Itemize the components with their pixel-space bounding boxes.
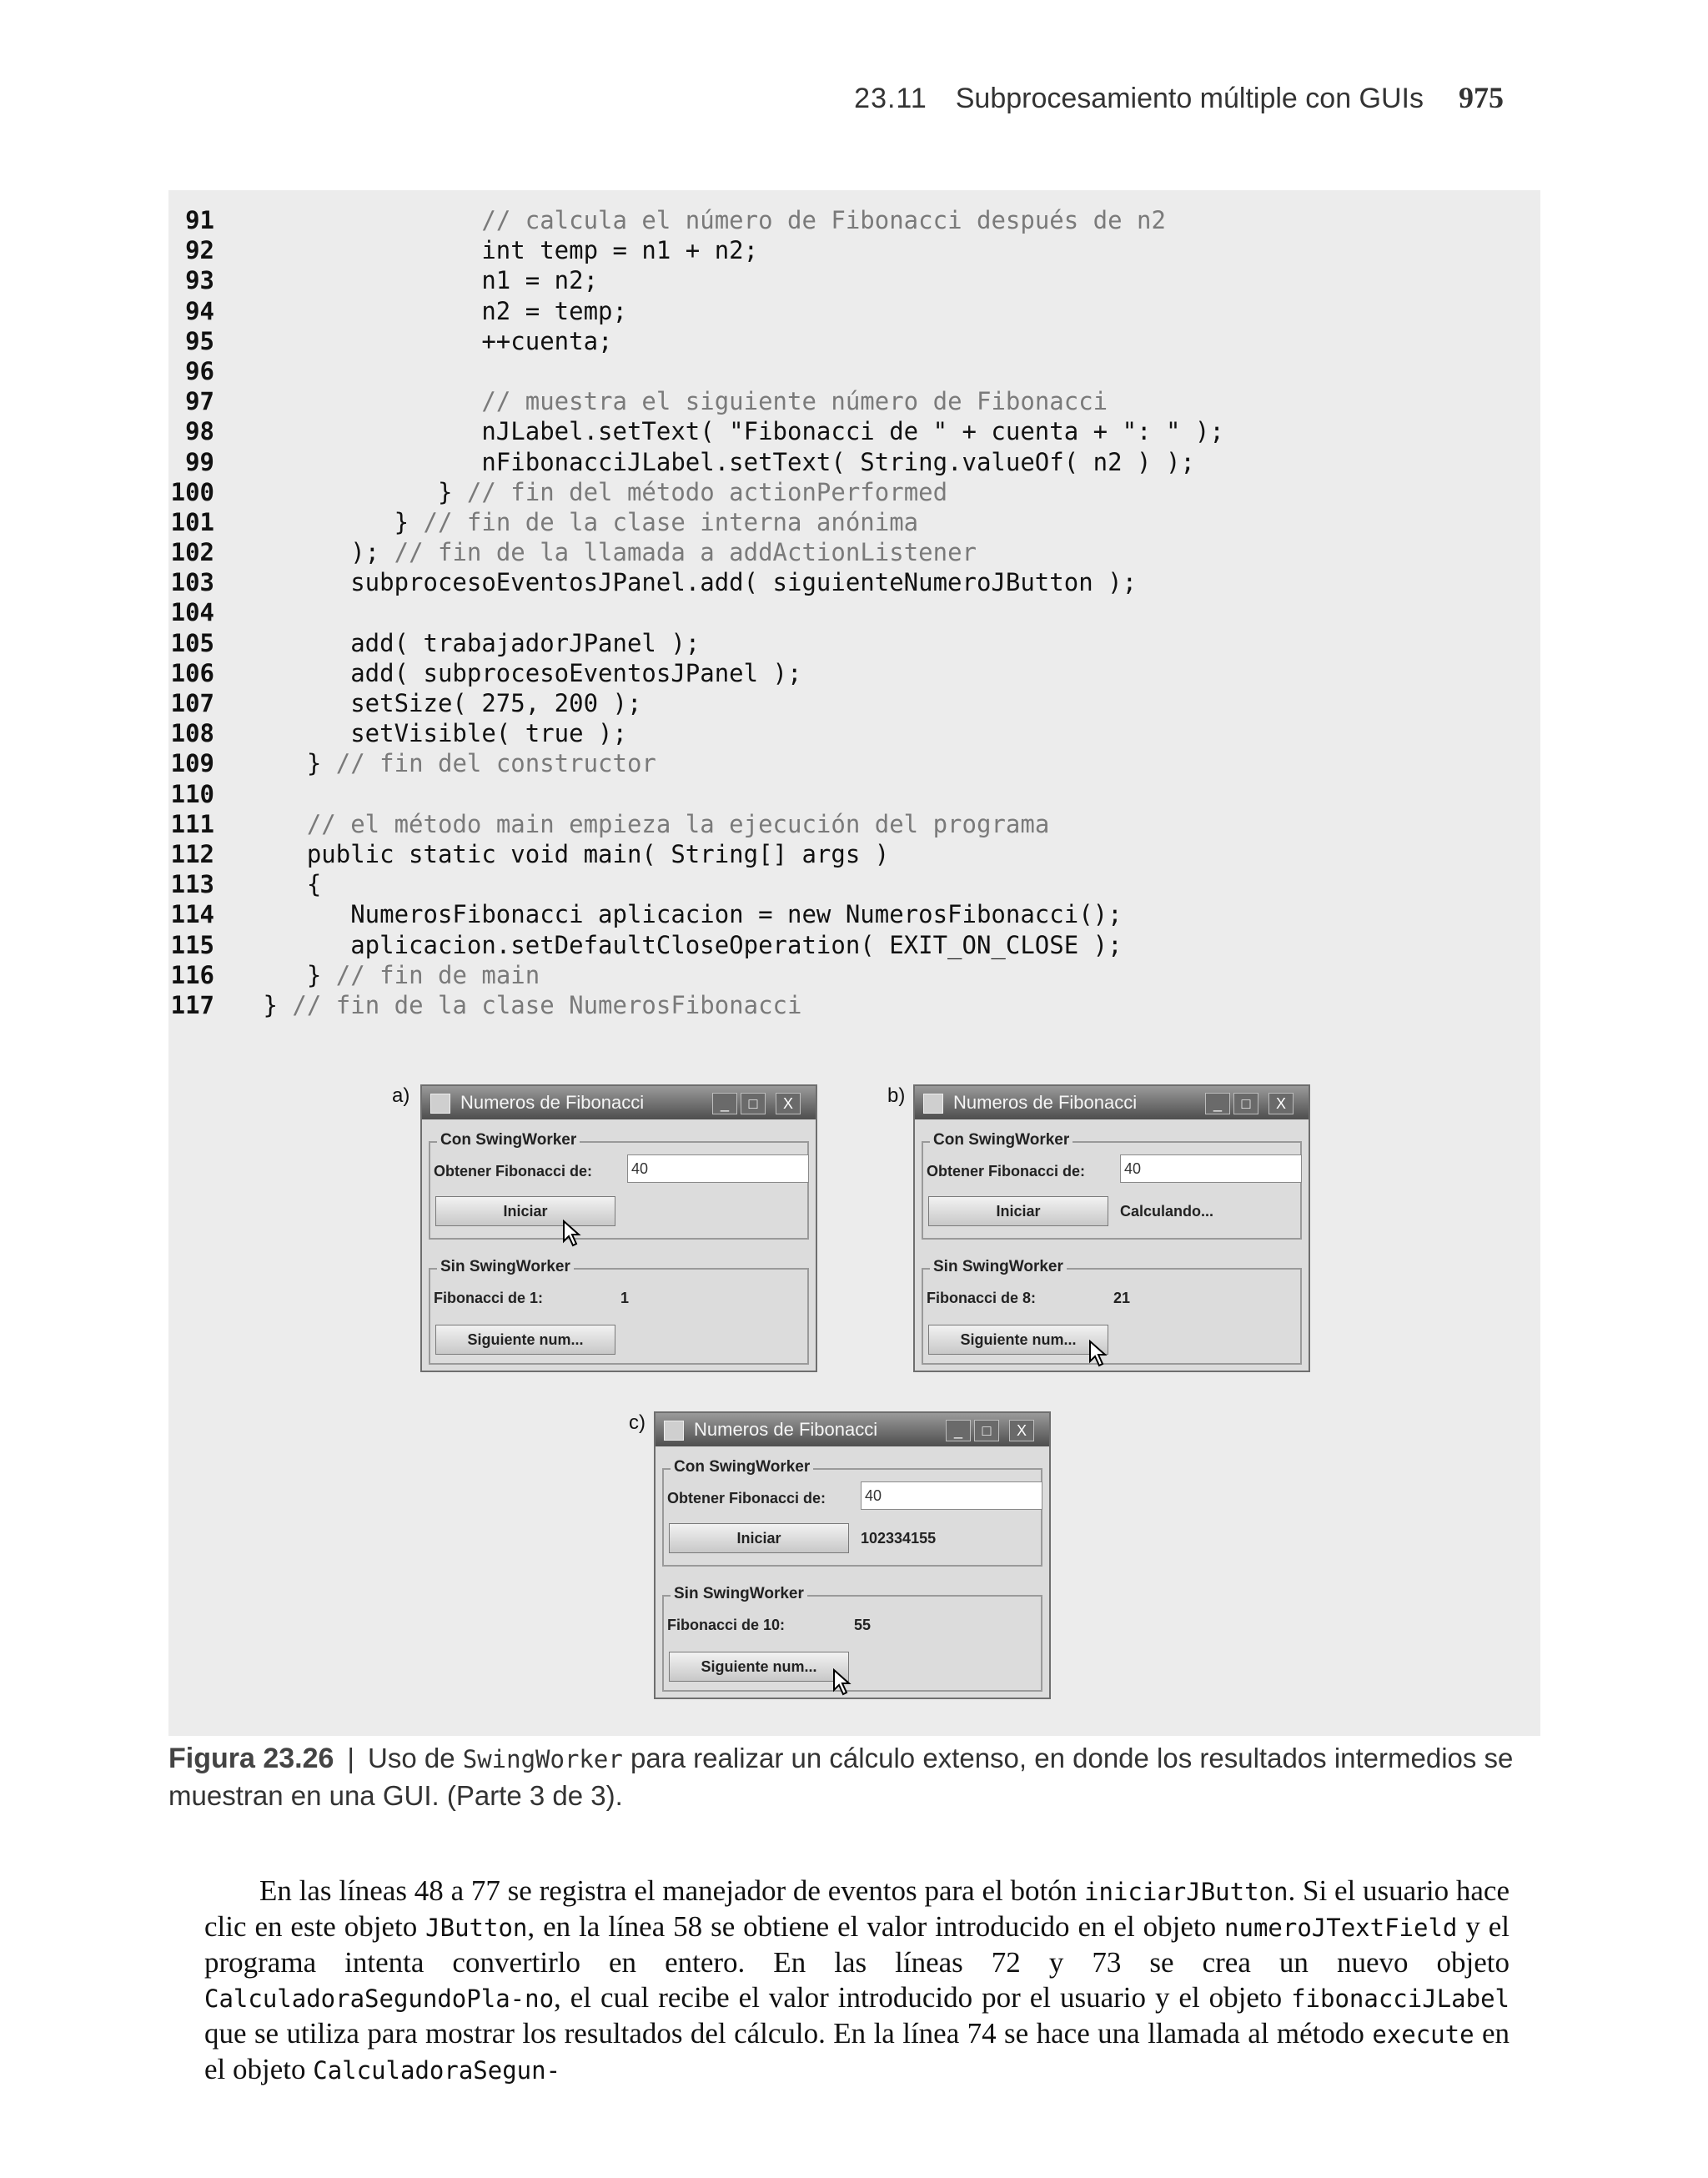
fibonacci-value: 55	[854, 1617, 872, 1633]
paragraph-text	[204, 1874, 1510, 2088]
number-input[interactable]: 40	[1120, 1154, 1302, 1183]
caption-separator: |	[347, 1743, 354, 1773]
line-number: 98	[185, 417, 214, 446]
code-line	[168, 537, 1540, 567]
code-line	[168, 779, 1540, 809]
code-line	[168, 839, 1540, 869]
inline-code: execute	[1372, 2020, 1474, 2049]
code-line	[168, 930, 1540, 960]
code-line	[168, 597, 1540, 627]
code-line	[168, 296, 1540, 326]
code-text: public static void main( String[] args )	[249, 839, 890, 868]
code-line	[168, 899, 1540, 929]
paragraph-segment: que se utiliza para mostrar los resultados del cálculo. En la línea 74 se hace una llamada al método	[204, 2017, 1373, 2050]
start-button[interactable]: Iniciar	[928, 1196, 1108, 1226]
panel-title: Sin SwingWorker	[930, 1258, 1067, 1276]
line-number: 107	[170, 689, 214, 717]
paragraph-segment: , en la línea 58 se obtiene el valor introducido en el objeto	[527, 1910, 1225, 1943]
start-button[interactable]: Iniciar	[669, 1523, 849, 1553]
code-line	[168, 688, 1540, 718]
code-line	[168, 809, 1540, 839]
window-title: Numeros de Fibonacci	[953, 1092, 1138, 1113]
code-line	[168, 567, 1540, 597]
panel-title: Sin SwingWorker	[437, 1258, 574, 1276]
window-a	[420, 1084, 817, 1372]
line-number: 96	[185, 356, 214, 385]
window-titlebar	[422, 1086, 816, 1119]
paragraph-segment: . Si el usuario hace clic en este objeto	[204, 1874, 1510, 1943]
panel-title: Sin SwingWorker	[671, 1585, 807, 1603]
mouse-cursor-icon	[1088, 1340, 1108, 1368]
caption-text-post: para realizar un cálculo extenso, en donde los resultados intermedios se muestran en una GUI. (Parte 3 de 3).	[168, 1743, 1514, 1811]
fibonacci-value: 1	[620, 1290, 630, 1306]
code-line	[168, 748, 1540, 778]
line-number: 113	[170, 870, 214, 899]
line-number: 100	[170, 477, 214, 506]
paragraph-segment: en el objeto	[204, 2017, 1510, 2085]
fibonacci-value: 21	[1113, 1290, 1131, 1306]
section-number: 23.11	[854, 83, 927, 114]
line-number: 97	[185, 387, 214, 416]
line-number: 112	[170, 839, 214, 868]
code-line	[168, 960, 1540, 990]
swingworker-panel	[662, 1458, 1042, 1567]
code-text: nFibonacciJLabel.setText( String.valueOf( n2 ) );	[249, 447, 1195, 476]
mouse-cursor-icon	[832, 1668, 852, 1697]
code-line	[168, 447, 1540, 477]
code-line	[168, 205, 1540, 235]
code-text: } // fin del constructor	[249, 749, 656, 778]
code-text: setVisible( true );	[249, 719, 627, 748]
swingworker-panel	[922, 1131, 1302, 1240]
maximize-icon[interactable]: □	[741, 1093, 766, 1114]
code-listing	[168, 205, 1540, 1020]
code-line	[168, 477, 1540, 507]
code-text: aplicacion.setDefaultCloseOperation( EXIT_ON_CLOSE );	[249, 930, 1123, 959]
window-b	[913, 1084, 1310, 1372]
code-line	[168, 628, 1540, 658]
line-number: 115	[170, 930, 214, 959]
code-line	[168, 416, 1540, 446]
page-number: 975	[1459, 81, 1504, 114]
paragraph-segment: En las líneas 48 a 77 se registra el manejador de eventos para el botón	[259, 1874, 1085, 1907]
line-number: 104	[170, 598, 214, 627]
code-line	[168, 990, 1540, 1020]
number-input[interactable]: 40	[627, 1154, 809, 1183]
panel-title: Con SwingWorker	[930, 1131, 1073, 1149]
inline-code: CalculadoraSegun-	[313, 2056, 561, 2085]
result-label: Calculando...	[1120, 1203, 1214, 1220]
body-paragraph	[204, 1874, 1510, 2088]
line-number: 114	[170, 900, 214, 929]
section-title: Subprocesamiento múltiple con GUIs	[955, 83, 1424, 114]
result-label: 102334155	[861, 1530, 937, 1547]
code-text: add( trabajadorJPanel );	[249, 628, 701, 657]
fibonacci-label: Fibonacci de 8:	[927, 1290, 1037, 1306]
line-number: 95	[185, 326, 214, 355]
code-line	[168, 718, 1540, 748]
mouse-cursor-icon	[562, 1220, 582, 1248]
code-text: // calcula el número de Fibonacci después de n2	[481, 206, 1166, 234]
window-c	[654, 1411, 1051, 1699]
line-number: 116	[170, 960, 214, 989]
line-number: 111	[170, 809, 214, 838]
line-number: 103	[170, 568, 214, 597]
line-number: 91	[185, 206, 214, 234]
code-text: int temp = n1 + n2;	[249, 236, 759, 265]
start-button[interactable]: Iniciar	[435, 1196, 615, 1226]
figure-caption	[168, 1740, 1540, 1814]
code-text: } // fin de main	[249, 960, 540, 989]
swingworker-panel	[429, 1131, 809, 1240]
line-number: 101	[170, 507, 214, 536]
code-text: n2 = temp;	[249, 296, 627, 325]
code-text: } // fin de la clase interna anónima	[249, 507, 919, 536]
field-label: Obtener Fibonacci de:	[927, 1163, 1086, 1180]
screenshot-b-label: b)	[887, 1084, 906, 1107]
next-number-button[interactable]: Siguiente num...	[669, 1652, 849, 1682]
line-number: 110	[170, 779, 214, 808]
inline-code: fibonacciJLabel	[1291, 1984, 1510, 2013]
no-swingworker-panel	[429, 1258, 809, 1365]
maximize-icon[interactable]: □	[1233, 1093, 1258, 1114]
code-text: n1 = n2;	[249, 266, 599, 295]
code-text: } // fin de la clase NumerosFibonacci	[249, 990, 802, 1019]
close-icon[interactable]: X	[1009, 1420, 1034, 1441]
inline-code: CalculadoraSegundoPla-no	[204, 1984, 555, 2013]
no-swingworker-panel	[662, 1585, 1042, 1692]
field-label: Obtener Fibonacci de:	[434, 1163, 593, 1180]
screenshot-c-label: c)	[629, 1411, 646, 1434]
paragraph-segment: y el programa intenta convertirlo en entero. En las líneas 72 y 73 se crea un nuevo objeto	[204, 1910, 1510, 1979]
code-text: NumerosFibonacci aplicacion = new NumerosFibonacci();	[249, 900, 1123, 929]
close-icon[interactable]: X	[1268, 1093, 1294, 1114]
minimize-icon[interactable]: _	[712, 1093, 737, 1114]
figure-number: Figura 23.26	[168, 1743, 334, 1774]
code-line	[168, 386, 1540, 416]
paragraph-segment: , el cual recibe el valor introducido por el usuario y el objeto	[554, 1981, 1292, 2014]
code-line	[168, 235, 1540, 265]
inline-code: numeroJTextField	[1224, 1914, 1458, 1942]
minimize-icon[interactable]: _	[946, 1420, 971, 1441]
fibonacci-label: Fibonacci de 10:	[667, 1617, 786, 1633]
line-number: 102	[170, 538, 214, 567]
code-text: nJLabel.setText( "Fibonacci de " + cuenta + ": " );	[249, 417, 1224, 446]
next-number-button[interactable]: Siguiente num...	[435, 1325, 615, 1355]
code-text: // el método main empieza la ejecución del programa	[306, 809, 1050, 838]
line-number: 93	[185, 266, 214, 295]
line-number: 92	[185, 236, 214, 265]
window-titlebar	[915, 1086, 1309, 1119]
code-listing-panel	[168, 190, 1540, 1736]
window-title: Numeros de Fibonacci	[694, 1419, 878, 1440]
inline-code: iniciarJButton	[1084, 1878, 1289, 1906]
running-header	[854, 80, 1504, 115]
line-number: 117	[170, 990, 214, 1019]
number-input[interactable]: 40	[861, 1481, 1042, 1510]
code-line	[168, 658, 1540, 688]
java-app-icon	[664, 1421, 684, 1441]
code-line	[168, 507, 1540, 537]
code-text: {	[249, 870, 322, 899]
fibonacci-label: Fibonacci de 1:	[434, 1290, 544, 1306]
code-text: } // fin del método actionPerformed	[249, 477, 948, 506]
code-text: ); // fin de la llamada a addActionListener	[249, 538, 977, 567]
java-app-icon	[923, 1094, 943, 1114]
code-text: ++cuenta;	[249, 326, 613, 355]
next-number-button[interactable]: Siguiente num...	[928, 1325, 1108, 1355]
panel-title: Con SwingWorker	[437, 1131, 580, 1149]
close-icon[interactable]: X	[776, 1093, 801, 1114]
java-app-icon	[430, 1094, 450, 1114]
maximize-icon[interactable]: □	[974, 1420, 999, 1441]
code-text: setSize( 275, 200 );	[249, 689, 642, 717]
code-text: add( subprocesoEventosJPanel );	[249, 658, 802, 687]
inline-code: JButton	[425, 1914, 528, 1942]
window-titlebar	[656, 1413, 1049, 1446]
field-label: Obtener Fibonacci de:	[667, 1490, 826, 1506]
code-line	[168, 356, 1540, 386]
code-line	[168, 869, 1540, 899]
code-line	[168, 326, 1540, 356]
no-swingworker-panel	[922, 1258, 1302, 1365]
line-number: 94	[185, 296, 214, 325]
line-number: 108	[170, 719, 214, 748]
line-number: 99	[185, 447, 214, 476]
caption-code: SwingWorker	[462, 1745, 623, 1773]
window-title: Numeros de Fibonacci	[460, 1092, 645, 1113]
panel-title: Con SwingWorker	[671, 1458, 813, 1476]
code-text: // muestra el siguiente número de Fibonacci	[481, 387, 1108, 416]
line-number: 109	[170, 749, 214, 778]
code-text: subprocesoEventosJPanel.add( siguienteNumeroJButton );	[249, 568, 1138, 597]
line-number: 105	[170, 628, 214, 657]
caption-text-pre: Uso de	[368, 1743, 463, 1773]
code-line	[168, 265, 1540, 295]
minimize-icon[interactable]: _	[1205, 1093, 1230, 1114]
screenshot-a-label: a)	[392, 1084, 410, 1107]
line-number: 106	[170, 658, 214, 687]
